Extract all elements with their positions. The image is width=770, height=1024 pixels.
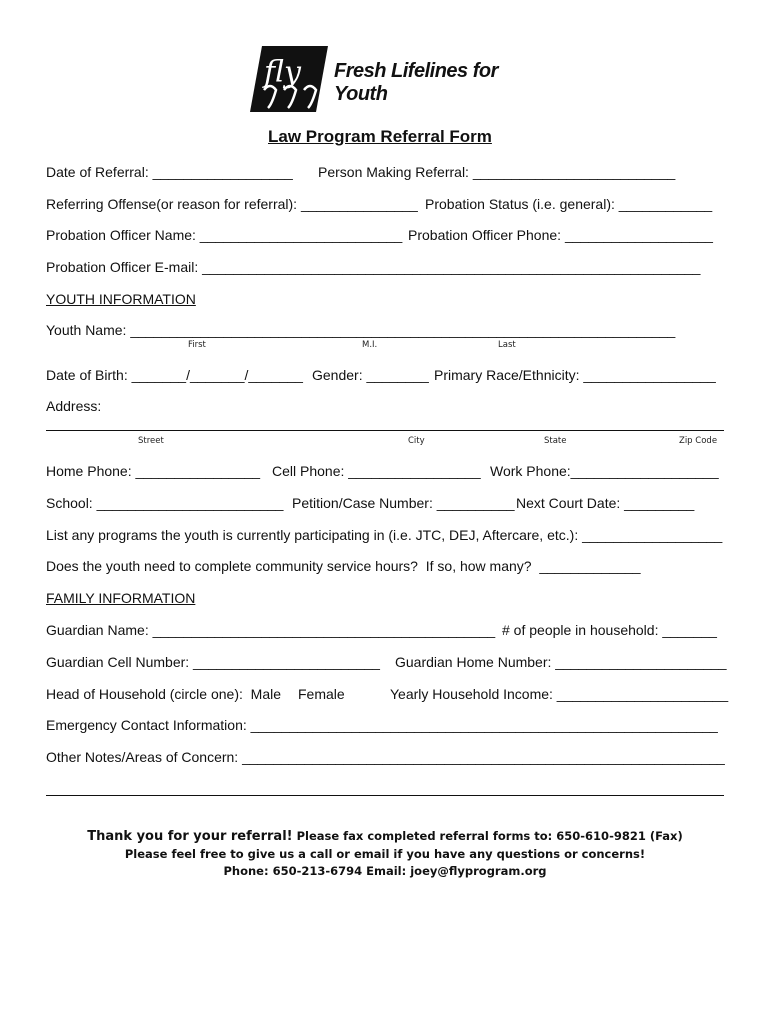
footer-contact-line: Phone: 650-213-6794 Email: joey@flyprogram.org [223,864,547,878]
head-of-household-female-option[interactable]: Female [298,686,345,702]
current-programs-field[interactable]: List any programs the youth is currently participating in (i.e. JTC, DEJ, Aftercare, etc.): __________________ [46,527,723,543]
next-court-date-field[interactable]: Next Court Date: _________ [516,495,695,511]
school-field[interactable]: School: ________________________ [46,495,284,511]
youth-name-last-hint: Last [498,340,516,350]
address-line[interactable] [46,430,724,431]
work-phone-field[interactable]: Work Phone:___________________ [490,463,719,479]
footer-call-line: Please feel free to give us a call or email if you have any questions or concerns! [124,847,646,861]
date-of-referral-field[interactable]: Date of Referral: __________________ [46,164,293,180]
footer-fax-line [0,829,770,844]
household-count-field[interactable]: # of people in household: _______ [502,622,717,638]
petition-case-number-field[interactable]: Petition/Case Number: __________ [292,495,515,511]
footer-thanks: Thank you for your referral! [87,829,293,844]
probation-officer-name-field[interactable]: Probation Officer Name: __________________________ [46,227,403,243]
family-information-heading: FAMILY INFORMATION [46,590,196,606]
organization-name: Fresh Lifelines for Youth [334,60,498,105]
other-notes-extra-line[interactable] [46,795,724,796]
address-zip-hint: Zip Code [679,436,718,446]
fly-logo-mark-text: fly [264,55,301,90]
guardian-name-field[interactable]: Guardian Name: ____________________________________________ [46,622,496,638]
probation-officer-phone-field[interactable]: Probation Officer Phone: ___________________ [408,227,713,243]
referring-offense-field[interactable]: Referring Offense(or reason for referral): _______________ [46,196,418,212]
probation-status-field[interactable]: Probation Status (i.e. general): ____________ [425,196,713,212]
youth-information-heading: YOUTH INFORMATION [46,291,196,307]
fly-logo [250,46,540,112]
head-of-household-male-option[interactable]: Head of Household (circle one): Male [46,686,282,702]
youth-name-first-hint: First [188,340,206,350]
cell-phone-field[interactable]: Cell Phone: _________________ [272,463,481,479]
probation-officer-email-field[interactable]: Probation Officer E-mail: ________________________________________________________________ [46,259,701,275]
emergency-contact-field[interactable]: Emergency Contact Information: ____________________________________________________________ [46,717,718,733]
address-state-hint: State [544,436,567,446]
primary-race-field[interactable]: Primary Race/Ethnicity: _________________ [434,367,716,383]
address-label: Address: [46,398,102,414]
footer-fax-text: Please fax completed referral forms to: 650-610-9821 (Fax) [292,829,683,843]
address-street-hint: Street [138,436,164,446]
form-title: Law Program Referral Form [268,127,492,146]
fly-logo-mark-icon [250,46,330,112]
date-of-birth-field[interactable]: Date of Birth: _______/_______/_______ [46,367,303,383]
yearly-income-field[interactable]: Yearly Household Income: ______________________ [390,686,729,702]
home-phone-field[interactable]: Home Phone: ________________ [46,463,261,479]
youth-name-mi-hint: M.I. [362,340,378,350]
person-making-referral-field[interactable]: Person Making Referral: __________________________ [318,164,676,180]
guardian-cell-field[interactable]: Guardian Cell Number: ________________________ [46,654,380,670]
address-city-hint: City [408,436,425,446]
guardian-home-field[interactable]: Guardian Home Number: ______________________ [395,654,727,670]
other-notes-field[interactable]: Other Notes/Areas of Concern: ______________________________________________________________ [46,749,725,765]
community-service-field[interactable]: Does the youth need to complete community service hours? If so, how many? _____________ [46,558,641,574]
youth-name-field[interactable]: Youth Name: ______________________________________________________________________ [46,322,676,338]
gender-field[interactable]: Gender: ________ [312,367,429,383]
